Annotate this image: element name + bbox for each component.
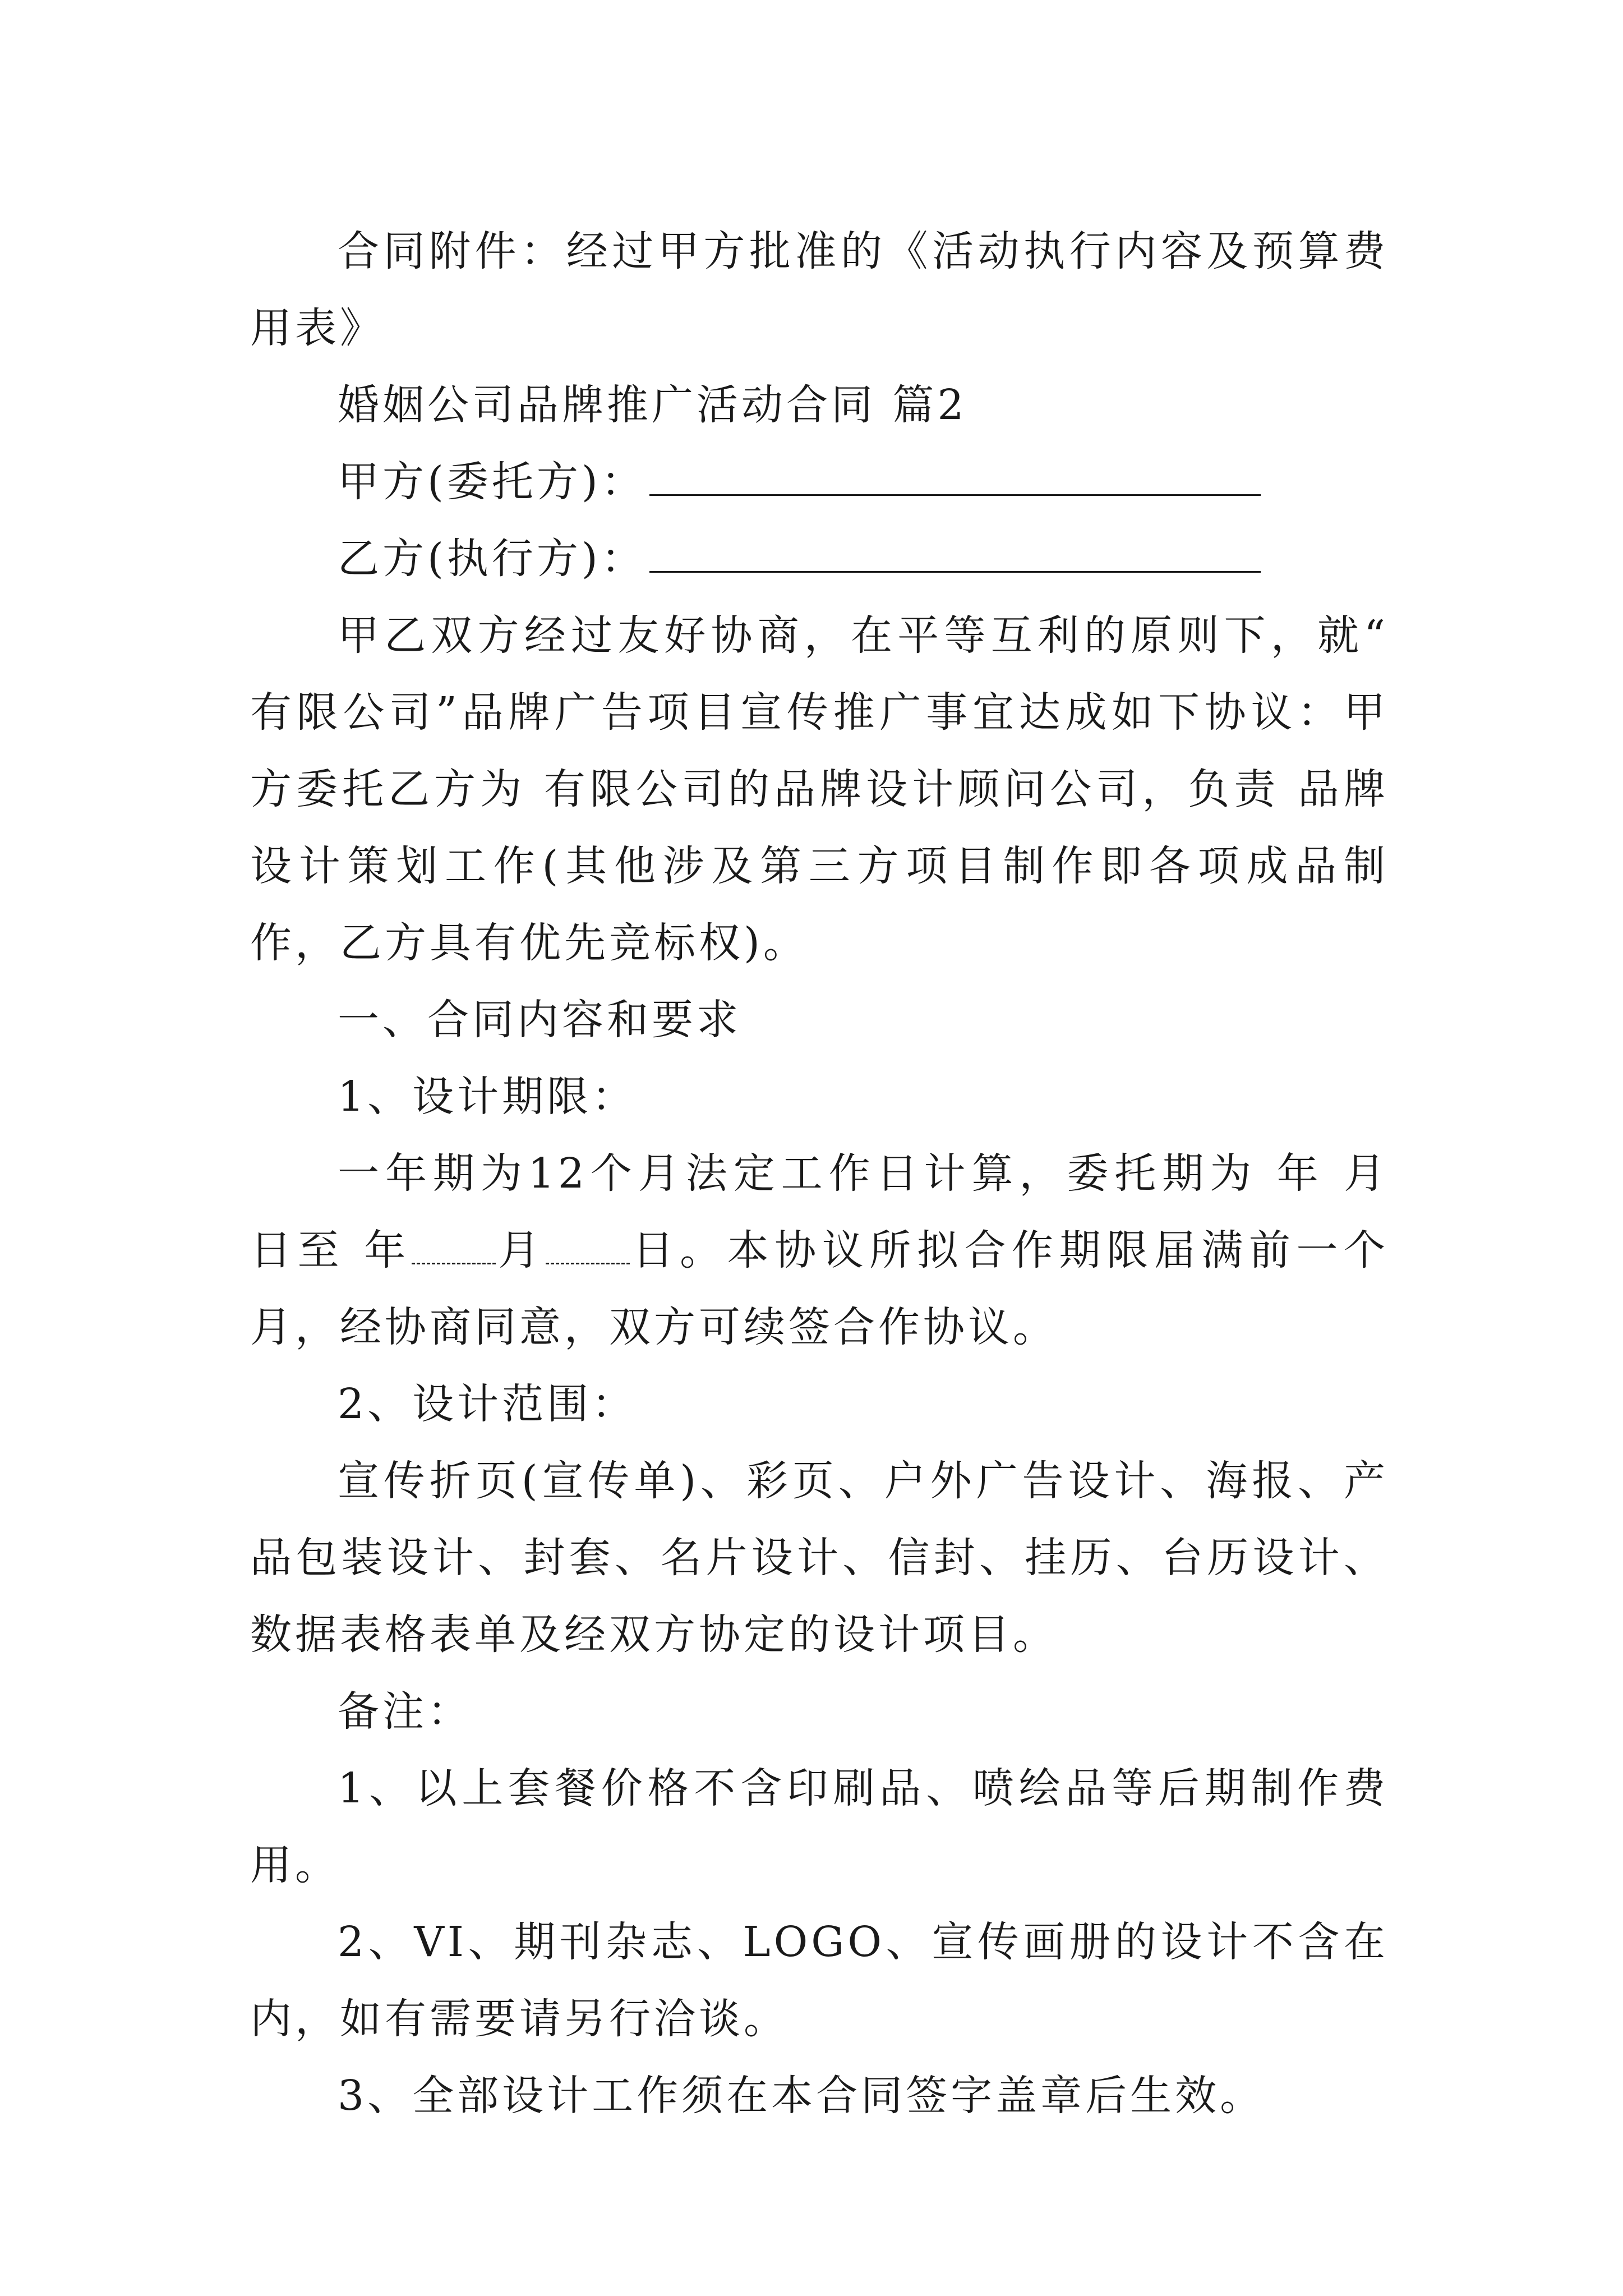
- item1-text-b: 月: [495, 1226, 546, 1274]
- party-a-field[interactable]: [649, 449, 1261, 496]
- notes-heading: 备注：: [338, 1687, 472, 1736]
- item1-heading: 1、设计期限：: [338, 1073, 637, 1121]
- item2-paragraph: 宣传折页(宣传单)、彩页、户外广告设计、海报、产品包装设计、封套、名片设计、信封、挂历、台历设计、数据表格表单及经双方协定的设计项目。: [250, 1457, 1389, 1659]
- month-blank: [412, 1226, 496, 1264]
- item1-text-c: 日。本协议所拟合作期限届满前一个月，经协商同意，双方可续签合作协议。: [250, 1226, 1389, 1351]
- party-b-line: [250, 521, 1389, 597]
- contract-title: 婚姻公司品牌推广活动合同 篇2: [338, 381, 967, 429]
- document-page: [250, 213, 1389, 2134]
- note-3: 3、全部设计工作须在本合同签字盖章后生效。: [338, 2072, 1265, 2120]
- note-1: 1、以上套餐价格不含印刷品、喷绘品等后期制作费用。: [250, 1764, 1389, 1889]
- item1-paragraph: [250, 1135, 1389, 1366]
- note-2: 2、VI、期刊杂志、LOGO、宣传画册的设计不含在内，如有需要请另行洽谈。: [250, 1918, 1389, 2043]
- attachment-paragraph: 合同附件：经过甲方批准的《活动执行内容及预算费用表》: [250, 227, 1389, 352]
- party-b-label: 乙方(执行方)：: [338, 535, 646, 583]
- item1-text-a: 一年期为12个月法定工作日计算，委托期为 年 月 日至 年: [250, 1149, 1389, 1274]
- intro-paragraph: 甲乙双方经过友好协商，在平等互利的原则下，就“ 有限公司”品牌广告项目宣传推广事宜达成如下协议：甲方委托乙方为 有限公司的品牌设计顾问公司，负责 品牌设计策划工作(其他涉及第三方项目制作即各项成品制作，乙方具有优先竞标权)。: [250, 611, 1389, 967]
- party-a-line: [250, 444, 1389, 521]
- party-b-field[interactable]: [649, 526, 1261, 573]
- item2-heading: 2、设计范围：: [338, 1380, 637, 1428]
- party-a-label: 甲方(委托方)：: [338, 458, 646, 506]
- section1-heading: 一、合同内容和要求: [338, 996, 741, 1044]
- day-blank: [546, 1226, 630, 1264]
